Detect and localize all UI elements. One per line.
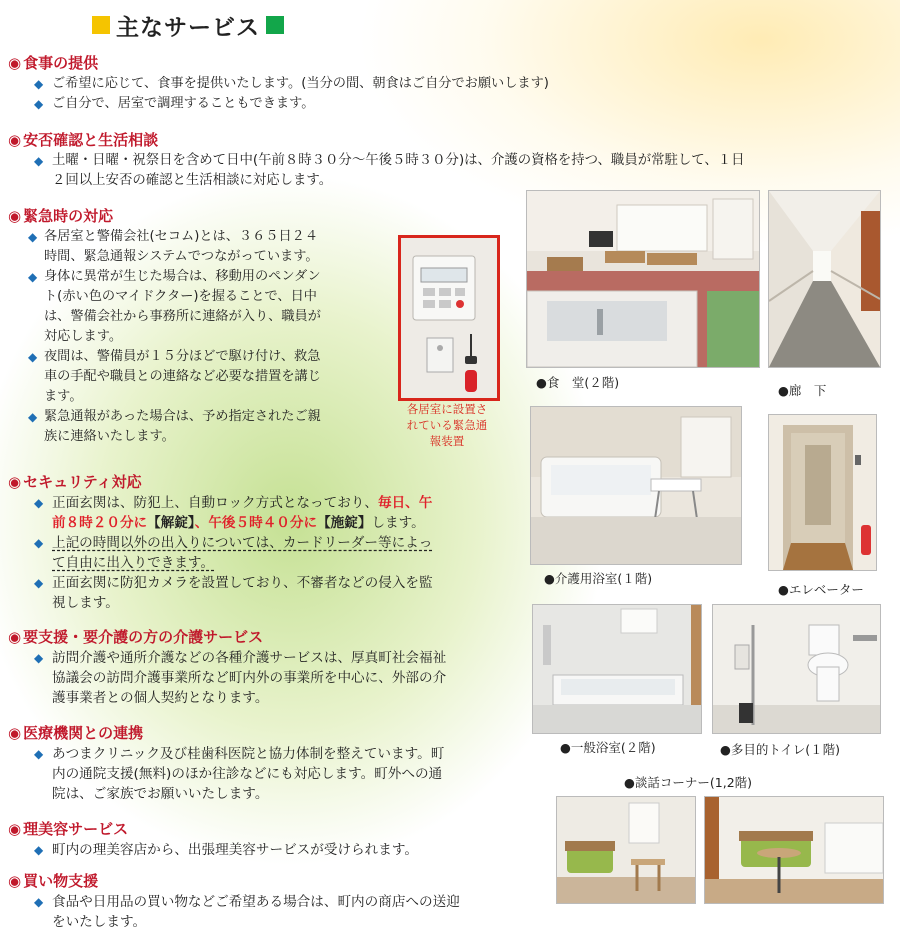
caption-elevator: ●エレベーター bbox=[778, 582, 864, 597]
list-item: ◆ 身体に異常が生じた場合は、移動用のペンダン ト(赤い色のマイドクター)を握ることで、日中 は、警備会社から事務所に連絡が入り、職員が 対応します。 bbox=[28, 269, 321, 344]
green-square-icon bbox=[266, 16, 284, 34]
lounge-photo-2 bbox=[704, 796, 884, 904]
section-heading: ◉ セキュリティ対応 bbox=[8, 473, 142, 491]
heading-dot-icon: ◉ bbox=[8, 872, 22, 890]
list-item: ◆ ご自分で、居室で調理することもできます。 bbox=[8, 94, 549, 114]
care-bath-photo bbox=[530, 406, 742, 565]
section-safety-check bbox=[8, 129, 745, 191]
lounge-photo-1 bbox=[556, 796, 696, 904]
page-title bbox=[92, 8, 284, 42]
bath-photo bbox=[532, 604, 702, 734]
list-item: ◆ 夜間は、警備員が１５分ほどで駆け付け、救急 車の手配や職員との連絡など必要な措置を講じ ます。 bbox=[28, 349, 321, 404]
section-heading: ◉ 要支援・要介護の方の介護サービス bbox=[8, 628, 264, 646]
diamond-bullet-icon: ◆ bbox=[34, 154, 44, 168]
heading-dot-icon: ◉ bbox=[8, 54, 22, 72]
section-security bbox=[8, 471, 433, 613]
diamond-bullet-icon: ◆ bbox=[34, 651, 44, 665]
section-heading: ◉ 緊急時の対応 bbox=[8, 207, 114, 225]
diamond-bullet-icon: ◆ bbox=[28, 350, 38, 364]
section-shopping bbox=[8, 870, 460, 932]
caption-corridor: ●廊 下 bbox=[778, 383, 827, 398]
caption-bath: ●一般浴室(２階) bbox=[560, 740, 656, 755]
section-barber bbox=[8, 818, 418, 860]
yellow-square-icon bbox=[92, 16, 110, 34]
section-heading: ◉ 医療機関との連携 bbox=[8, 724, 144, 742]
list-item: ◆ ご希望に応じて、食事を提供いたします。(当分の間、朝食はご自分でお願いします) bbox=[8, 74, 549, 94]
list-item: ◆ 土曜・日曜・祝祭日を含めて日中(午前８時３０分～午後５時３０分)は、介護の資格を持つ、職員が常駐して、１日 ２回以上安否の確認と生活相談に対応します。 bbox=[34, 153, 745, 188]
diamond-bullet-icon: ◆ bbox=[34, 843, 44, 857]
list-item: ◆ あつまクリニック及び桂歯科医院と協力体制を整えています。町 内の通院支援(無料)のほか往診などにも対応します。町外への通 院は、ご家族でお願いいたします。 bbox=[34, 746, 445, 802]
list-item: ◆ 緊急通報があった場合は、予め指定されたご親 族に連絡いたします。 bbox=[28, 409, 321, 444]
section-emergency bbox=[8, 205, 321, 447]
section-care-service bbox=[8, 626, 446, 708]
heading-dot-icon: ◉ bbox=[8, 820, 22, 838]
list-item: ◆ 町内の理美容店から、出張理美容サービスが受けられます。 bbox=[34, 842, 418, 858]
list-item: ◆ 食品や日用品の買い物などご希望ある場合は、町内の商店への送迎 をいたします。 bbox=[34, 894, 460, 930]
device-caption: 各居室に設置されている緊急通報装置 bbox=[406, 402, 488, 448]
diamond-bullet-icon: ◆ bbox=[34, 77, 44, 91]
list-item: ◆ 正面玄関は、防犯上、自動ロック方式となっており、毎日、午 前８時２０分に【解錠】、午後５時４０分に【施錠】します。 bbox=[34, 495, 433, 531]
elevator-photo bbox=[768, 414, 877, 571]
section-heading: ◉ 理美容サービス bbox=[8, 820, 129, 838]
diamond-bullet-icon: ◆ bbox=[34, 496, 44, 510]
diamond-bullet-icon: ◆ bbox=[34, 536, 44, 550]
heading-dot-icon: ◉ bbox=[8, 131, 22, 149]
dining-photo bbox=[526, 190, 760, 368]
corridor-photo bbox=[768, 190, 881, 368]
caption-lounge: ●談話コーナー(1,2階) bbox=[624, 775, 753, 790]
heading-dot-icon: ◉ bbox=[8, 628, 22, 646]
diamond-bullet-icon: ◆ bbox=[28, 410, 38, 424]
emergency-device-photo bbox=[398, 235, 500, 401]
diamond-bullet-icon: ◆ bbox=[34, 97, 44, 111]
list-item: ◆ 正面玄関に防犯カメラを設置しており、不審者などの侵入を監 視します。 bbox=[34, 575, 433, 611]
toilet-photo bbox=[712, 604, 881, 734]
list-item: ◆ 各居室と警備会社(セコム)とは、３６５日２４ 時間、緊急通報システムでつながっています。 bbox=[28, 229, 319, 264]
section-heading: ◉ 安否確認と生活相談 bbox=[8, 131, 159, 149]
diamond-bullet-icon: ◆ bbox=[28, 230, 38, 244]
section-medical bbox=[8, 722, 444, 804]
heading-dot-icon: ◉ bbox=[8, 724, 22, 742]
diamond-bullet-icon: ◆ bbox=[34, 576, 44, 590]
diamond-bullet-icon: ◆ bbox=[34, 747, 44, 761]
list-item: ◆ 上記の時間以外の出入りについては、カードリーダー等によっ て自由に出入りできます。 bbox=[34, 535, 433, 571]
list-item: ◆ 訪問介護や通所介護などの各種介護サービスは、厚真町社会福祉 協議会の訪問介護事業所など町内外の事業所を中心に、外部の介 護事業者との個人契約となります。 bbox=[34, 650, 447, 706]
section-meal bbox=[8, 52, 549, 114]
section-heading: ◉ 食事の提供 bbox=[8, 54, 99, 72]
heading-dot-icon: ◉ bbox=[8, 207, 22, 225]
caption-toilet: ●多目的トイレ(１階) bbox=[720, 742, 841, 757]
caption-dining: ●食 堂(２階) bbox=[536, 375, 620, 390]
section-heading: ◉ 買い物支援 bbox=[8, 872, 99, 890]
page-title-text: 主なサービス bbox=[116, 14, 260, 41]
heading-dot-icon: ◉ bbox=[8, 473, 22, 491]
diamond-bullet-icon: ◆ bbox=[28, 270, 38, 284]
diamond-bullet-icon: ◆ bbox=[34, 895, 44, 909]
caption-care-bath: ●介護用浴室(１階) bbox=[544, 571, 653, 586]
